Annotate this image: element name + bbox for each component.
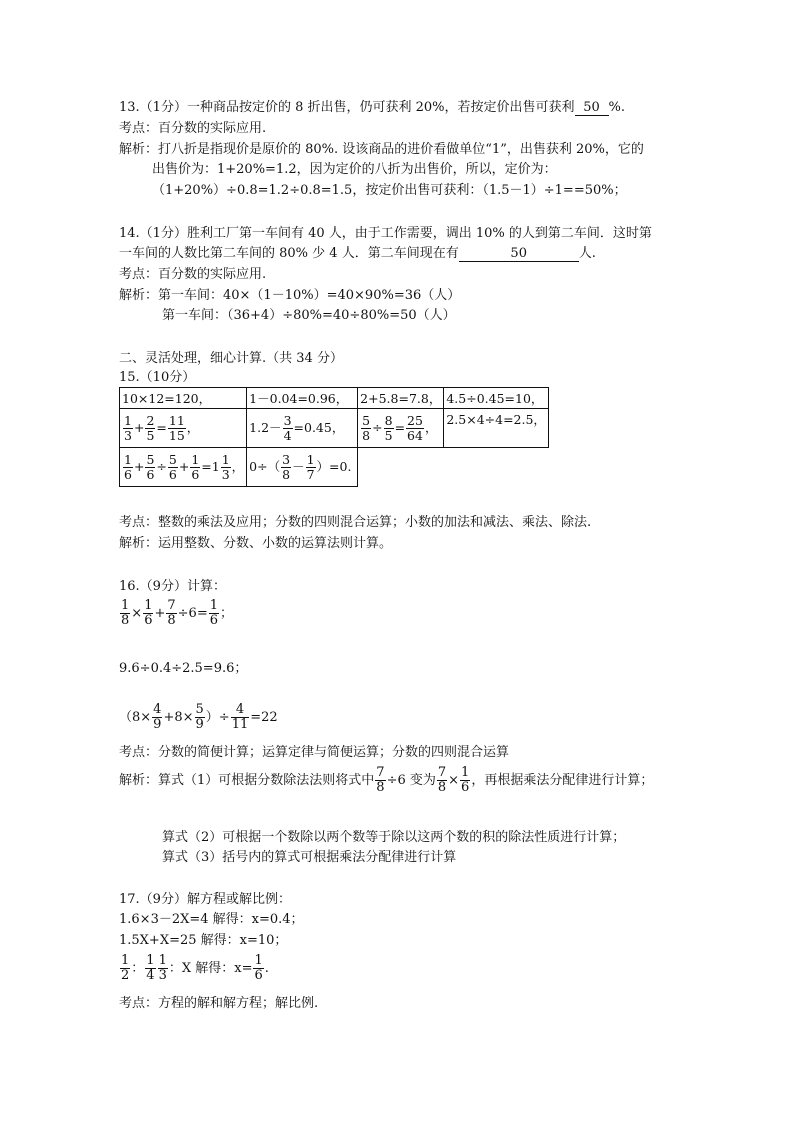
table-cell: 0÷（ $\frac{3}{8}$ － $\frac{1}{7}$ ）=0. — [247, 448, 358, 487]
fraction: $\frac{3}{4}$ — [283, 412, 292, 443]
table-cell: $\frac{1}{6}$ + $\frac{5}{6}$ ÷ $\frac{5}{6}$ + $\frac{1}{6}$ =1 $\frac{1}{3}$ ， — [120, 448, 247, 487]
q13-kaodian: 考点：百分数的实际应用. — [119, 121, 267, 136]
fraction: $\frac{8}{5}$ — [384, 412, 393, 443]
fraction: $\frac{25}{64}$ — [407, 412, 423, 443]
q15-jiexi: 解析：运用整数、分数、小数的运算法则计算。 — [119, 536, 393, 551]
fraction: $\frac{3}{8}$ — [282, 451, 291, 482]
fraction: $\frac{1}{4}$ — [146, 953, 155, 983]
q17-equation-3: $\frac{1}{2}$ ： $\frac{1}{4}$ $\frac{1}{3}$ ：X 解得：x= $\frac{1}{6}$ . — [121, 953, 269, 983]
q16-expression-3: （8× $\frac{4}{9}$ +8× $\frac{5}{9}$ ）÷ $\frac{4}{11}$ =22 — [119, 702, 278, 732]
q16-jiexi-3: 算式（3）括号内的算式可根据乘法分配律进行计算 — [162, 850, 457, 865]
fraction: $\frac{4}{11}$ — [231, 702, 249, 732]
table-cell: 10×12=120， — [120, 388, 247, 409]
q17-kaodian: 考点：方程的解和解方程；解比例. — [119, 996, 319, 1011]
fraction: $\frac{1}{6}$ — [461, 765, 470, 795]
fraction: $\frac{1}{3}$ — [124, 412, 132, 443]
q14-kaodian: 考点：百分数的实际应用. — [119, 267, 267, 282]
q13-stem: 13.（1分）一种商品按定价的 8 折出售，仍可获利 20%，若按定价出售可获利 50 %. — [119, 100, 626, 115]
q15-title: 15.（10分） — [119, 370, 196, 385]
fraction: $\frac{4}{9}$ — [153, 702, 162, 732]
q13-jiexi-1: 解析：打八折是指现价是原价的 80%. 设该商品的进价看做单位“1”，出售获利 20%，它的 — [119, 142, 644, 157]
q14-line2: 一车间的人数比第二车间的 80% 少 4 人．第二车间现在有 50 人. — [119, 246, 596, 261]
section2-title: 二、灵活处理，细心计算.（共 34 分） — [119, 351, 343, 366]
q17-equation-2: 1.5X+X=25 解得：x=10； — [119, 933, 288, 948]
q16-title: 16.（9分）计算： — [119, 579, 226, 594]
q13-jiexi-3: （1+20%）÷0.8=1.2÷0.8=1.5，按定价出售可获利：（1.5－1）÷1==50%； — [152, 183, 627, 198]
q16-jiexi-2: 算式（2）可根据一个数除以两个数等于除以这两个数的积的除法性质进行计算； — [162, 830, 626, 845]
fraction: $\frac{1}{3}$ — [221, 451, 230, 482]
q15-kaodian: 考点：整数的乘法及应用；分数的四则混合运算；小数的加法和减法、乘法、除法. — [119, 515, 592, 530]
fraction: $\frac{7}{8}$ — [167, 598, 176, 628]
fraction: $\frac{7}{8}$ — [376, 765, 385, 795]
fraction: $\frac{11}{15}$ — [168, 412, 185, 443]
q16-kaodian: 考点：分数的简便计算；运算定律与简便运算；分数的四则混合运算 — [119, 745, 510, 760]
fraction: $\frac{1}{6}$ — [254, 953, 263, 983]
table-row — [120, 409, 549, 448]
fraction: $\frac{1}{2}$ — [121, 953, 130, 983]
q17-equation-1: 1.6×3－2X=4 解得：x=0.4； — [119, 912, 304, 927]
table-cell: 2+5.8=7.8， — [358, 388, 444, 409]
fraction: $\frac{1}{7}$ — [306, 451, 315, 482]
table-cell: $\frac{5}{8}$ ÷ $\frac{8}{5}$ = $\frac{25}{64}$ ， — [358, 409, 444, 448]
q16-expression-1: $\frac{1}{8}$ × $\frac{1}{6}$ + $\frac{7}{8}$ ÷6= $\frac{1}{6}$ ； — [121, 598, 234, 628]
q14-line1: 14.（1分）胜利工厂第一车间有 40 人，由于工作需要，调出 10% 的人到第二车间．这时第 — [119, 226, 652, 241]
q15-calc-table — [119, 387, 549, 487]
table-cell: 4.5÷0.45=10， — [444, 388, 549, 409]
table-cell: $\frac{1}{3}$ + $\frac{2}{5}$ = $\frac{11}{15}$ ， — [120, 409, 247, 448]
fraction: $\frac{1}{8}$ — [121, 598, 130, 628]
fraction: $\frac{5}{9}$ — [195, 702, 204, 732]
q14-jiexi-1: 解析：第一车间：40×（1－10%）=40×90%=36（人） — [119, 288, 461, 303]
table-cell: 1－0.04=0.96， — [247, 388, 358, 409]
fraction: $\frac{1}{6}$ — [144, 598, 153, 628]
table-cell: 2.5×4÷4=2.5， — [444, 409, 549, 448]
table-row — [120, 448, 549, 487]
table-row — [120, 388, 549, 409]
fraction: $\frac{1}{6}$ — [191, 451, 200, 482]
q13-jiexi-2: 出售价为：1+20%=1.2，因为定价的八折为出售价，所以，定价为： — [152, 162, 557, 177]
fraction: $\frac{1}{3}$ — [158, 953, 167, 983]
fraction: $\frac{7}{8}$ — [437, 765, 447, 795]
q16-jiexi-1: 解析：算式（1）可根据分数除法法则将式中 $\frac{7}{8}$ ÷6 变为 $\frac{7}{8}$ × $\frac{1}{6}$ ，再根据乘法分配律进行计算； — [119, 765, 654, 795]
q17-title: 17.（9分）解方程或解比例： — [119, 892, 291, 907]
q14-jiexi-2: 第一车间：（36+4）÷80%=40÷80%=50（人） — [162, 308, 456, 323]
q13-answer-blank: 50 — [575, 100, 609, 116]
fraction: $\frac{2}{5}$ — [146, 412, 155, 443]
fraction: $\frac{1}{6}$ — [209, 598, 218, 628]
fraction: $\frac{1}{6}$ — [124, 451, 132, 482]
fraction: $\frac{5}{6}$ — [168, 451, 177, 482]
fraction: $\frac{5}{8}$ — [362, 412, 371, 443]
q16-expression-2: 9.6÷0.4÷2.5=9.6； — [119, 661, 248, 676]
table-cell: 1.2－ $\frac{3}{4}$ =0.45， — [247, 409, 358, 448]
fraction: $\frac{5}{6}$ — [146, 451, 155, 482]
q14-answer-blank: 50 — [459, 246, 579, 262]
